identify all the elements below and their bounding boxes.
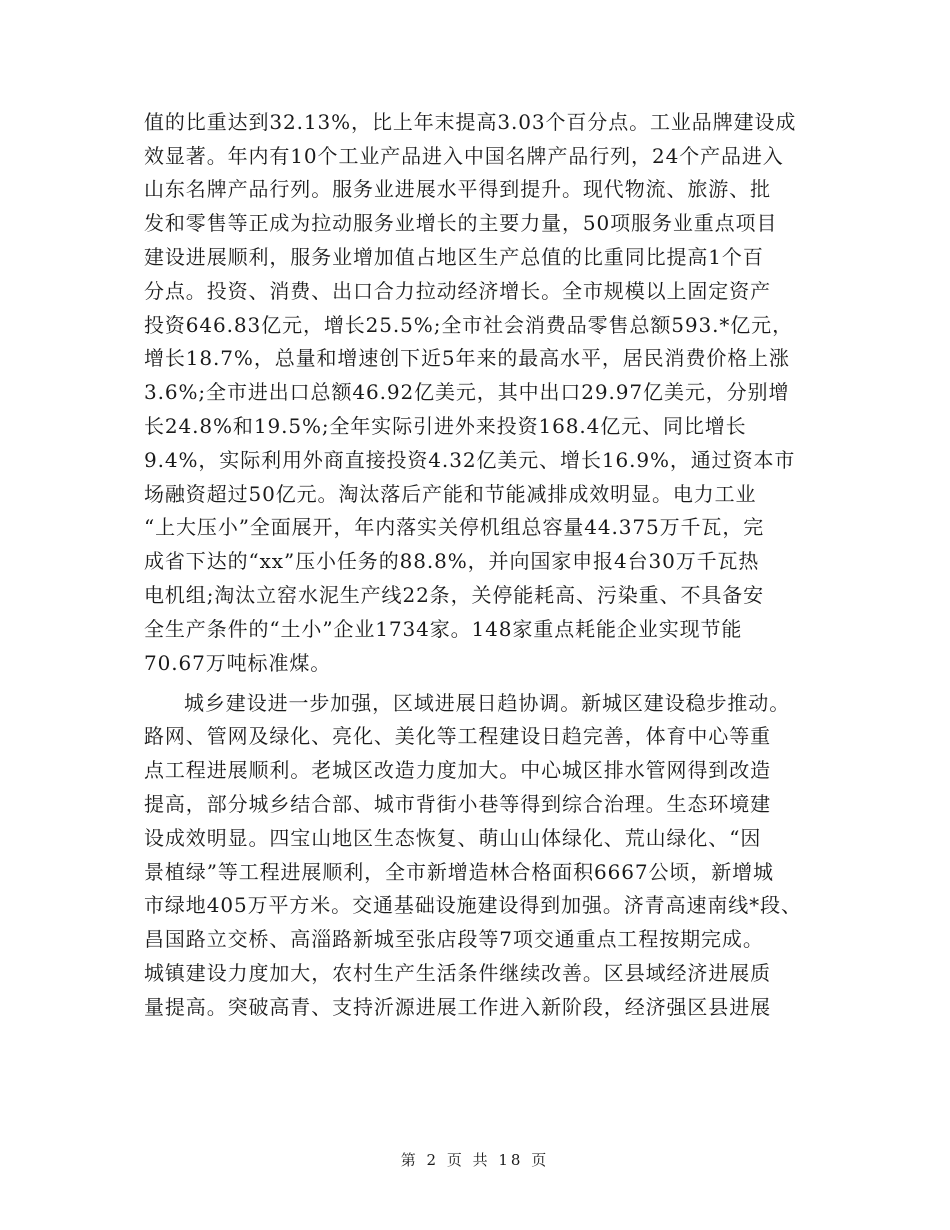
paragraph-line: 昌国路立交桥、高淄路新城至张店段等7项交通重点工程按期完成。 [144,927,764,951]
paragraph-line: 提高，部分城乡结合部、城市背街小巷等得到综合治理。生态环境建 [144,792,771,816]
paragraph-line: 全生产条件的“土小”企业1734家。148家重点耗能企业实现节能 [144,617,743,641]
paragraph-line: 景植绿”等工程进展顺利，全市新增造林合格面积6667公顷，新增城 [144,860,774,884]
paragraph-line: 场融资超过50亿元。淘汰落后产能和节能减排成效明显。电力工业 [144,482,757,506]
page-footer: 第 2 页 共 18 页 [400,1151,550,1169]
paragraph-line: 城镇建设力度加大，农村生产生活条件继续改善。区县域经济进展质 [144,961,771,985]
paragraph-line: “上大压小”全面展开，年内落实关停机组总容量44.375万千瓦，完 [144,515,765,539]
paragraph-line: 增长18.7%，总量和增速创下近5年来的最高水平，居民消费价格上涨 [144,346,790,370]
paragraph-line: 投资646.83亿元，增长25.5%;全市社会消费品零售总额593.*亿元， [144,313,793,337]
paragraph-line: 发和零售等正成为拉动服务业增长的主要力量，50项服务业重点项目 [144,211,778,235]
paragraph-line: 值的比重达到32.13%，比上年末提高3.03个百分点。工业品牌建设成 [144,110,797,134]
paragraph-line: 成省下达的“xx”压小任务的88.8%，并向国家申报4台30万千瓦热 [144,549,760,573]
paragraph-line: 设成效明显。四宝山地区生态恢复、萌山山体绿化、荒山绿化、“因 [144,826,762,850]
paragraph-line: 长24.8%和19.5%;全年实际引进外来投资168.4亿元、同比增长 [144,414,747,438]
paragraph-line: 9.4%，实际利用外商直接投资4.32亿美元、增长16.9%，通过资本市 [144,448,796,472]
paragraph-first-line: 城乡建设进一步加强，区域进展日趋协调。新城区建设稳步推动。 [184,691,791,715]
paragraph-line: 路网、管网及绿化、亮化、美化等工程建设日趋完善，体育中心等重 [144,724,771,748]
paragraph-line: 效显著。年内有10个工业产品进入中国名牌产品行列，24个产品进入 [144,144,784,168]
paragraph-line: 分点。投资、消费、出口合力拉动经济增长。全市规模以上固定资产 [144,279,771,303]
paragraph-line: 电机组;淘汰立窑水泥生产线22条，关停能耗高、污染重、不具备安 [144,583,765,607]
paragraph-line: 市绿地405万平方米。交通基础设施建设得到加强。济青高速南线*段、 [144,893,802,917]
paragraph-line: 建设进展顺利，服务业增加值占地区生产总值的比重同比提高1个百 [144,245,764,269]
paragraph-line: 量提高。突破高青、支持沂源进展工作进入新阶段，经济强区县进展 [144,995,771,1019]
paragraph-line: 70.67万吨标准煤。 [144,651,332,675]
paragraph-line: 点工程进展顺利。老城区改造力度加大。中心城区排水管网得到改造 [144,758,771,782]
paragraph-line: 山东名牌产品行列。服务业进展水平得到提升。现代物流、旅游、批 [144,177,771,201]
paragraph-line: 3.6%;全市进出口总额46.92亿美元，其中出口29.97亿美元，分别增 [144,380,790,404]
